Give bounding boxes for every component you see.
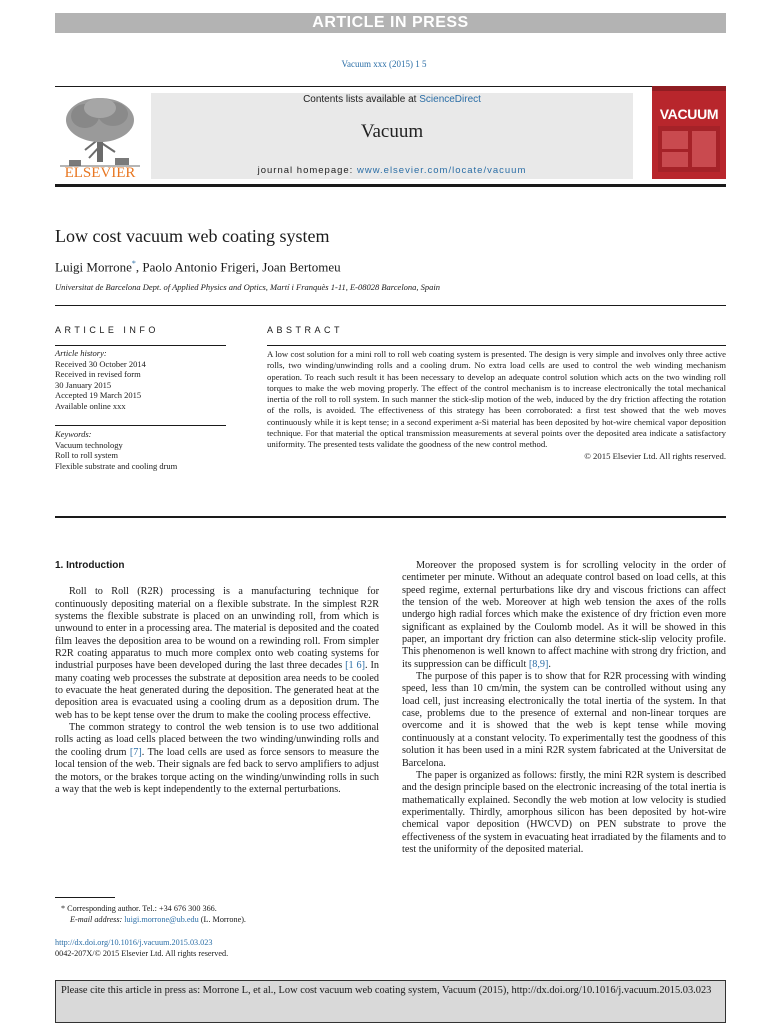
body-left-column xyxy=(55,560,379,796)
body-paragraph: The paper is organized as follows: firstly, the mini R2R system is described and the design principle based on the electronic increasing of the total inertia is mathematically explained. Secondly the web motion at low velocity is studied experimentally. Thirdly, amorphous silicon has been deposited by hot-wire chemical vapor deposition (HWCVD) on PEN substrate to prove the effectiveness of the system in evacuating heat irradiated by the filaments and to test the uniformity of the deposited material. xyxy=(402,769,727,855)
email-link[interactable]: luigi.morrone@ub.edu xyxy=(124,915,199,924)
corresponding-author-line: * Corresponding author. Tel.: +34 676 300 366. xyxy=(61,904,217,913)
paragraph-text: . The load cells are used as force sensors to measure the local tension of the web. Their signals are fed back to servo amplifiers to adjust the motors, or the brakes torque acting on the winding/unwinding rolls in such a way that the web is kept independently to the external perturbations. xyxy=(55,746,379,795)
article-history xyxy=(55,348,226,411)
abstract-copyright: © 2015 Elsevier Ltd. All rights reserved. xyxy=(584,450,726,461)
keyword-item: Flexible substrate and cooling drum xyxy=(55,460,178,471)
corresponding-author-footnote xyxy=(55,903,246,925)
history-item: Received in revised form xyxy=(55,369,141,379)
article-info-rule xyxy=(55,345,226,346)
elsevier-logo[interactable] xyxy=(55,94,145,180)
corresponding-author-mark[interactable]: * xyxy=(131,259,136,268)
history-item: 30 January 2015 xyxy=(55,379,112,390)
please-cite-box: Please cite this article in press as: Morrone L, et al., Low cost vacuum web coating system, Vacuum (2015), http://dx.doi.org/10.1016/j.vacuum.2015.03.023 xyxy=(55,980,726,1023)
paragraph-text: . xyxy=(548,658,551,670)
author-list xyxy=(55,259,341,275)
abstract-text: A low cost solution for a mini roll to roll web coating system is presented. The design is very simple and involves only three active rolls, two winding/unwinding rolls and a cooling drum. No extra load cells are used to control the web winding mechanism operation. To reach such result it has been necessary to develop an adequate control solution which acts on the two winding roll torques to make the web moving properly. The effect of the control mechanism is to increase electronically the total mechanical inertia of the roll to roll system. In such manner the stick-slip motion of the web, induced by the dry friction affecting the rotation of the rolls, is avoided. The effectiveness of this strategy has been corroborated: a first test showed that the web moves continuously while it is kept tense; in a second experiment a-Si material has been deposited by hot-wire chemical vapor deposition technique. For that material the optical transmission measurements at several points over the deposited area indicate a satisfactory uniformity. The presented tests validate the goodness of the new control method. xyxy=(267,349,726,450)
journal-citation-link[interactable]: Vacuum xxx (2015) 1 5 xyxy=(341,59,427,69)
body-paragraph: The purpose of this paper is to show that for R2R processing with winding speed, less than 10 cm/min, the system can be controlled without using any load cell, just increasing electronically the total inertia of the system. In that case, problems due to the presence of external and non-linear torques are overcome and it is showed that the web is kept tense while moving continuously at a constant velocity. To experimentally test the goodness of this solution it has been used in a mini R2R system fabricated at the Universitat de Barcelona. xyxy=(402,671,726,769)
header-bottom-rule xyxy=(55,184,726,187)
paragraph-text: Roll to Roll (R2R) processing is a manufacturing technique for continuously depositing material on a flexible substrate. In the simplest R2R systems the flexible substrate is placed on an unwinding roll, from which is unwound to enter in a processing area. The material is deposited and the coated film leaves the deposition area to be wound on a rewinding roll. From simpler R2R coating apparatus to much more complex onto web coating systems for industrial purposes have been developed during the last three decades xyxy=(55,586,379,672)
homepage-prefix: journal homepage: xyxy=(257,165,357,176)
journal-name: Vacuum xyxy=(360,121,424,142)
reference-link[interactable]: [8,9] xyxy=(528,658,549,670)
reference-link[interactable]: [7] xyxy=(129,746,142,758)
article-in-press-banner: ARTICLE IN PRESS xyxy=(55,13,726,33)
history-item: Available online xxx xyxy=(55,400,126,411)
cover-image-icon xyxy=(652,86,726,179)
publisher-name: ELSEVIER xyxy=(64,165,136,181)
keywords xyxy=(55,429,226,471)
other-authors: , Paolo Antonio Frigeri, Joan Bertomeu xyxy=(135,259,341,275)
footnote-rule xyxy=(55,897,115,898)
keywords-rule xyxy=(55,425,226,426)
article-title: Low cost vacuum web coating system xyxy=(55,226,330,246)
body-right-column xyxy=(402,560,726,856)
journal-masthead xyxy=(151,93,633,179)
issn-copyright: 0042-207X/© 2015 Elsevier Ltd. All rights reserved. xyxy=(55,949,229,958)
body-paragraph xyxy=(55,722,379,796)
contents-line xyxy=(151,94,633,105)
author-name: Luigi Morrone xyxy=(55,259,132,275)
keyword-item: Roll to roll system xyxy=(55,450,119,460)
history-item: Received 30 October 2014 xyxy=(55,358,146,369)
journal-homepage xyxy=(151,165,633,176)
abstract-bottom-rule xyxy=(55,516,726,518)
section-heading-introduction: 1. Introduction xyxy=(55,560,125,571)
contents-prefix: Contents lists available at xyxy=(303,94,420,105)
cover-title: VACUUM xyxy=(659,106,719,122)
email-line xyxy=(55,914,246,925)
keyword-item: Vacuum technology xyxy=(55,439,123,450)
homepage-link[interactable]: www.elsevier.com/locate/vacuum xyxy=(356,165,527,176)
doi-link[interactable]: http://dx.doi.org/10.1016/j.vacuum.2015.03.023 xyxy=(55,938,213,947)
header-top-rule xyxy=(55,86,726,87)
title-bottom-rule xyxy=(55,305,726,306)
body-paragraph xyxy=(55,586,379,722)
doi-block xyxy=(55,937,228,959)
email-suffix: (L. Morrone). xyxy=(198,915,246,924)
abstract-rule xyxy=(267,345,726,346)
history-item: Accepted 19 March 2015 xyxy=(55,390,142,400)
paragraph-text: The common strategy to control the web tension is to use two additional rolls acting as load cells placed between the two winding/unwinding rolls and the cooling drum xyxy=(55,722,379,758)
affiliation: Universitat de Barcelona Dept. of Applied Physics and Optics, Martí i Franquès 1-11, E-08028 Barcelona, Spain xyxy=(55,282,441,292)
paragraph-text: Moreover the proposed system is for scrolling velocity in the order of centimeter per minute. Without an adequate control based on load cells, at this speed regime, external perturbations like dry and viscous frictions can affect the tension of the web. Moreover at high web tension the axes of the rolls undergo high radial forces which make the existence of dry friction even more significant as explained by the Coulomb model. As it will be showed in this paper, an important dry friction can also determine stick-slip velocity profile. This phenomenon is well known to affect machine with strong dry friction, and its suppression can be difficult xyxy=(402,560,726,670)
keywords-label: Keywords: xyxy=(55,429,92,439)
email-label: E-mail address: xyxy=(70,915,125,924)
abstract-text-block xyxy=(267,349,726,462)
article-info-heading: ARTICLE INFO xyxy=(55,325,159,335)
abstract-heading: ABSTRACT xyxy=(267,325,344,335)
body-paragraph xyxy=(402,560,726,671)
history-label: Article history: xyxy=(55,348,107,358)
sciencedirect-link[interactable]: ScienceDirect xyxy=(419,94,481,105)
reference-link[interactable]: [1 6] xyxy=(345,660,366,672)
paragraph-text: . In many coating web processes the substrate at deposition area needs to be cooled to evacuate the heat generated during the deposition. The generated heat at the deposition area is evacuated using a cooling drum as a deposition drum. The web has to be kept tense over the drum to make the cooling process effective. xyxy=(55,660,379,721)
journal-cover[interactable] xyxy=(652,86,726,179)
